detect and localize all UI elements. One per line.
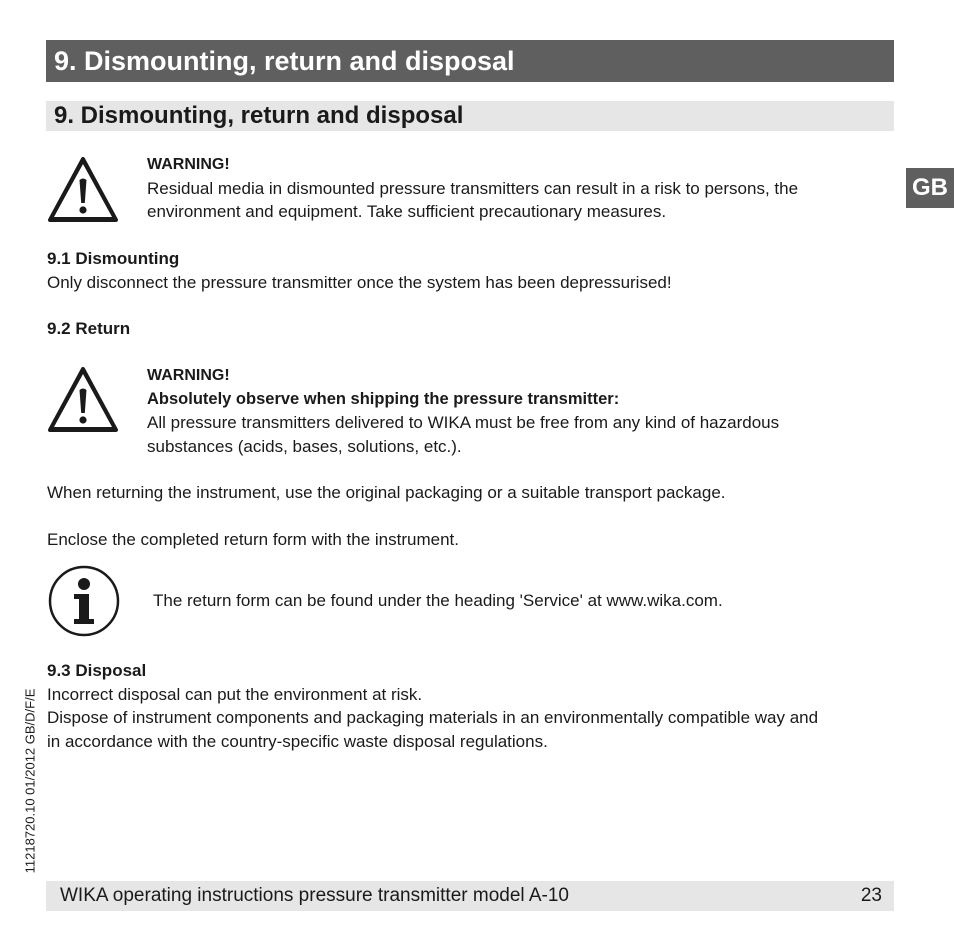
section-title: 9. Dismounting, return and disposal: [46, 101, 894, 131]
paragraph-line: in accordance with the country-specific waste disposal regulations.: [47, 731, 548, 751]
paragraph: Enclose the completed return form with the instrument.: [47, 530, 459, 549]
page-number: 23: [860, 885, 882, 906]
section-heading: 9.2 Return: [47, 319, 131, 338]
warning-triangle-icon: [46, 364, 120, 434]
language-tab[interactable]: GB: [906, 168, 954, 208]
warning-triangle-icon: [46, 154, 120, 224]
warning-text-line: environment and equipment. Take sufficient precautionary measures.: [147, 202, 667, 221]
warning-block: [147, 364, 779, 458]
section-heading: 9.1 Dismounting: [47, 249, 180, 268]
warning-text-line: substances (acids, bases, solutions, etc.).: [147, 436, 462, 456]
footer-title: WIKA operating instructions pressure transmitter model A-10: [60, 885, 570, 906]
paragraph: Only disconnect the pressure transmitter once the system has been depressurised!: [47, 272, 672, 292]
info-text: The return form can be found under the heading 'Service' at www.wika.com.: [153, 591, 723, 610]
paragraph-line: Dispose of instrument components and packaging materials in an environmentally compatible way and: [47, 708, 819, 727]
warning-label: WARNING!: [147, 367, 230, 384]
footer: [46, 881, 894, 911]
return-section-heading-wrap: [47, 317, 130, 341]
chapter-title: 9. Dismounting, return and disposal: [46, 40, 894, 82]
warning-subheading: Absolutely observe when shipping the pressure transmitter:: [147, 389, 620, 408]
info-icon: [48, 565, 120, 637]
warning-label: WARNING!: [147, 156, 230, 173]
paragraph: When returning the instrument, use the original packaging or a suitable transport package.: [47, 483, 726, 502]
warning-text-line: Residual media in dismounted pressure transmitters can result in a risk to persons, the: [147, 178, 799, 198]
disposal-section: [47, 659, 818, 753]
dismounting-section: [47, 247, 672, 294]
warning-text-line: All pressure transmitters delivered to WIKA must be free from any kind of hazardous: [147, 413, 780, 432]
document-code: 11218720.10 01/2012 GB/D/F/E: [22, 688, 38, 874]
warning-block: [147, 153, 798, 224]
paragraph-line: Incorrect disposal can put the environment at risk.: [47, 684, 423, 704]
section-heading: 9.3 Disposal: [47, 661, 147, 680]
